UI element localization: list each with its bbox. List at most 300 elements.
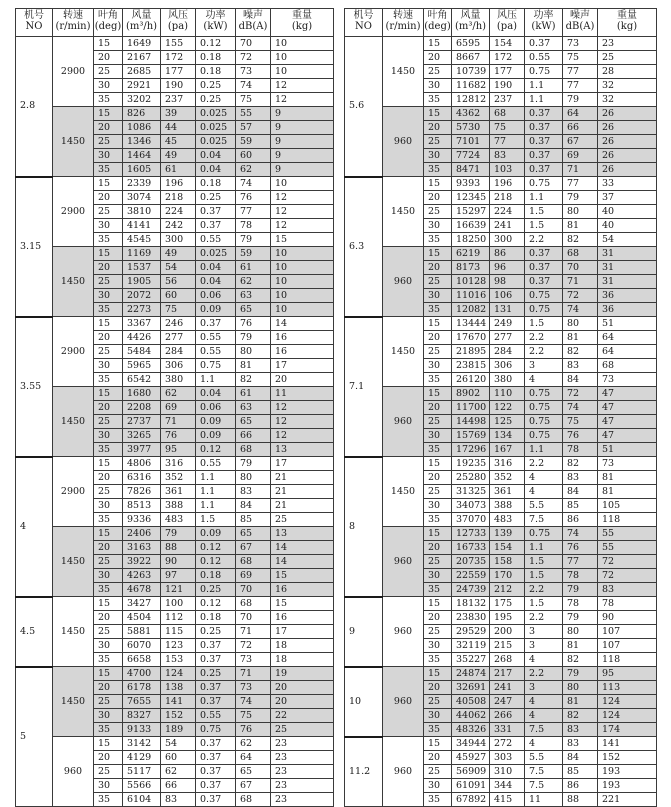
power-cell: 0.025 [196, 121, 236, 135]
pressure-cell: 200 [490, 625, 525, 639]
weight-cell: 32 [598, 79, 657, 93]
header-pressure-line: 风压 [497, 10, 517, 21]
noise-cell: 68 [563, 247, 598, 261]
air-volume-cell: 11016 [452, 289, 490, 303]
power-cell: 0.25 [196, 79, 236, 93]
weight-cell: 9 [271, 149, 334, 163]
blade-angle-cell: 30 [94, 709, 123, 723]
air-volume-cell: 17670 [452, 331, 490, 345]
weight-cell: 47 [598, 387, 657, 401]
air-volume-cell: 18250 [452, 233, 490, 247]
noise-cell: 84 [563, 485, 598, 499]
power-cell: 0.55 [196, 457, 236, 471]
power-cell: 0.37 [196, 653, 236, 667]
noise-cell: 72 [563, 387, 598, 401]
noise-cell: 62 [236, 275, 271, 289]
pressure-cell: 237 [161, 93, 196, 107]
blade-angle-cell: 25 [424, 625, 452, 639]
blade-angle-cell: 20 [424, 681, 452, 695]
power-cell: 0.37 [525, 107, 563, 121]
noise-cell: 83 [563, 723, 598, 737]
weight-cell: 26 [598, 149, 657, 163]
blade-angle-cell: 25 [424, 345, 452, 359]
power-cell: 0.37 [196, 737, 236, 751]
weight-cell: 25 [271, 513, 334, 527]
header-air-volume-line: 风量 [460, 10, 481, 21]
noise-cell: 66 [236, 429, 271, 443]
noise-cell: 78 [563, 597, 598, 611]
pressure-cell: 241 [490, 681, 525, 695]
table-row [345, 247, 657, 261]
air-volume-cell: 2921 [123, 79, 161, 93]
weight-cell: 9 [271, 107, 334, 121]
weight-cell: 16 [271, 331, 334, 345]
speed-cell: 2900 [53, 317, 94, 387]
air-volume-cell: 23815 [452, 359, 490, 373]
blade-angle-cell: 25 [94, 275, 123, 289]
air-volume-cell: 2737 [123, 415, 161, 429]
weight-cell: 73 [598, 457, 657, 471]
pressure-cell: 71 [161, 415, 196, 429]
power-cell: 0.55 [525, 51, 563, 65]
weight-cell: 33 [598, 177, 657, 191]
blade-angle-cell: 35 [94, 653, 123, 667]
air-volume-cell: 1605 [123, 163, 161, 177]
weight-cell: 25 [271, 723, 334, 737]
noise-cell: 61 [236, 387, 271, 401]
noise-cell: 79 [563, 611, 598, 625]
air-volume-cell: 22559 [452, 569, 490, 583]
noise-cell: 74 [563, 303, 598, 317]
pressure-cell: 196 [161, 177, 196, 191]
air-volume-cell: 4362 [452, 107, 490, 121]
power-cell: 3 [525, 359, 563, 373]
weight-cell: 10 [271, 303, 334, 317]
noise-cell: 83 [563, 359, 598, 373]
noise-cell: 55 [236, 107, 271, 121]
pressure-cell: 122 [490, 401, 525, 415]
header-blade-angle [94, 9, 123, 37]
noise-cell: 80 [236, 471, 271, 485]
header-air-volume-line: 风量 [131, 10, 152, 21]
blade-angle-cell: 25 [94, 695, 123, 709]
pressure-cell: 112 [161, 611, 196, 625]
model-number-cell: 2.8 [16, 37, 53, 177]
power-cell: 1.1 [196, 373, 236, 387]
air-volume-cell: 10739 [452, 65, 490, 79]
power-cell: 1.5 [525, 205, 563, 219]
table-row [16, 177, 334, 191]
power-cell: 0.75 [525, 289, 563, 303]
pressure-cell: 483 [161, 513, 196, 527]
speed-cell: 960 [53, 737, 94, 807]
blade-angle-cell: 25 [94, 555, 123, 569]
pressure-cell: 172 [161, 51, 196, 65]
blade-angle-cell: 20 [94, 401, 123, 415]
blade-angle-cell: 20 [94, 121, 123, 135]
air-volume-cell: 32691 [452, 681, 490, 695]
air-volume-cell: 2208 [123, 401, 161, 415]
air-volume-cell: 6542 [123, 373, 161, 387]
blade-angle-cell: 35 [94, 303, 123, 317]
pressure-cell: 284 [161, 345, 196, 359]
power-cell: 4 [525, 653, 563, 667]
noise-cell: 73 [236, 681, 271, 695]
air-volume-cell: 2273 [123, 303, 161, 317]
blade-angle-cell: 35 [424, 723, 452, 737]
blade-angle-cell: 20 [94, 261, 123, 275]
power-cell: 0.37 [196, 205, 236, 219]
noise-cell: 79 [563, 667, 598, 681]
header-pressure [490, 9, 525, 37]
header-blade-angle-line: 叶角 [427, 10, 448, 21]
blade-angle-cell: 25 [424, 65, 452, 79]
table-row [16, 247, 334, 261]
weight-cell: 21 [271, 499, 334, 513]
pressure-cell: 300 [161, 233, 196, 247]
header-noise [236, 9, 271, 37]
power-cell: 0.75 [525, 415, 563, 429]
pressure-cell: 266 [490, 709, 525, 723]
blade-angle-cell: 25 [424, 415, 452, 429]
speed-cell: 1450 [383, 37, 424, 107]
weight-cell: 15 [271, 233, 334, 247]
header-model-line: NO [25, 21, 43, 32]
pressure-cell: 77 [490, 135, 525, 149]
speed-cell: 2900 [53, 37, 94, 107]
header-blade-angle-line: (deg) [424, 21, 451, 32]
header-power-line: (kW) [531, 21, 556, 32]
blade-angle-cell: 30 [424, 709, 452, 723]
weight-cell: 64 [598, 345, 657, 359]
noise-cell: 73 [236, 653, 271, 667]
noise-cell: 85 [563, 499, 598, 513]
air-volume-cell: 34944 [452, 737, 490, 751]
header-weight-line: (kg) [291, 21, 313, 32]
weight-cell: 12 [271, 79, 334, 93]
power-cell: 3 [525, 639, 563, 653]
model-number-cell: 3.55 [16, 317, 53, 457]
weight-cell: 51 [598, 443, 657, 457]
table-row [345, 737, 657, 751]
power-cell: 0.025 [196, 107, 236, 121]
pressure-cell: 125 [490, 415, 525, 429]
weight-cell: 36 [598, 289, 657, 303]
pressure-cell: 154 [490, 37, 525, 51]
power-cell: 3 [525, 625, 563, 639]
blade-angle-cell: 25 [94, 65, 123, 79]
pressure-cell: 241 [490, 219, 525, 233]
power-cell: 0.04 [196, 261, 236, 275]
weight-cell: 118 [598, 513, 657, 527]
noise-cell: 77 [563, 79, 598, 93]
header-speed-line: 转速 [393, 10, 413, 21]
noise-cell: 63 [236, 401, 271, 415]
table-row [16, 527, 334, 541]
power-cell: 0.025 [196, 135, 236, 149]
noise-cell: 75 [563, 51, 598, 65]
blade-angle-cell: 25 [424, 485, 452, 499]
fan-spec-table-right [344, 8, 657, 807]
pressure-cell: 115 [161, 625, 196, 639]
blade-angle-cell: 20 [424, 611, 452, 625]
power-cell: 0.06 [196, 289, 236, 303]
weight-cell: 17 [271, 359, 334, 373]
power-cell: 2.2 [525, 611, 563, 625]
blade-angle-cell: 30 [94, 359, 123, 373]
air-volume-cell: 5484 [123, 345, 161, 359]
air-volume-cell: 24874 [452, 667, 490, 681]
power-cell: 0.75 [525, 177, 563, 191]
blade-angle-cell: 25 [94, 205, 123, 219]
weight-cell: 26 [598, 163, 657, 177]
weight-cell: 14 [271, 555, 334, 569]
blade-angle-cell: 20 [94, 331, 123, 345]
power-cell: 0.75 [525, 527, 563, 541]
pressure-cell: 196 [490, 177, 525, 191]
power-cell: 0.12 [196, 541, 236, 555]
noise-cell: 71 [236, 625, 271, 639]
pressure-cell: 272 [490, 737, 525, 751]
power-cell: 0.25 [196, 583, 236, 597]
power-cell: 0.37 [196, 751, 236, 765]
power-cell: 0.37 [525, 261, 563, 275]
air-volume-cell: 8667 [452, 51, 490, 65]
air-volume-cell: 1086 [123, 121, 161, 135]
noise-cell: 62 [236, 163, 271, 177]
table-row [345, 527, 657, 541]
blade-angle-cell: 20 [424, 51, 452, 65]
noise-cell: 79 [236, 233, 271, 247]
pressure-cell: 352 [161, 471, 196, 485]
air-volume-cell: 19235 [452, 457, 490, 471]
model-number-cell: 10 [345, 667, 383, 737]
noise-cell: 79 [563, 93, 598, 107]
table-row [345, 387, 657, 401]
weight-cell: 31 [598, 247, 657, 261]
weight-cell: 10 [271, 65, 334, 79]
blade-angle-cell: 15 [424, 247, 452, 261]
blade-angle-cell: 15 [424, 667, 452, 681]
pressure-cell: 415 [490, 793, 525, 807]
pressure-cell: 124 [161, 667, 196, 681]
weight-cell: 221 [598, 793, 657, 807]
model-number-cell: 7.1 [345, 317, 383, 457]
blade-angle-cell: 30 [94, 569, 123, 583]
header-speed [383, 9, 424, 37]
weight-cell: 72 [598, 569, 657, 583]
power-cell: 1.5 [525, 597, 563, 611]
air-volume-cell: 1537 [123, 261, 161, 275]
noise-cell: 82 [563, 345, 598, 359]
noise-cell: 76 [563, 541, 598, 555]
weight-cell: 12 [271, 429, 334, 443]
weight-cell: 72 [598, 555, 657, 569]
noise-cell: 63 [236, 289, 271, 303]
table-row [345, 37, 657, 51]
air-volume-cell: 4141 [123, 219, 161, 233]
noise-cell: 70 [236, 611, 271, 625]
weight-cell: 15 [271, 597, 334, 611]
power-cell: 0.12 [196, 443, 236, 457]
weight-cell: 118 [598, 653, 657, 667]
pressure-cell: 83 [161, 793, 196, 807]
blade-angle-cell: 15 [424, 527, 452, 541]
pressure-cell: 380 [490, 373, 525, 387]
noise-cell: 71 [563, 275, 598, 289]
noise-cell: 61 [236, 261, 271, 275]
power-cell: 0.25 [196, 625, 236, 639]
noise-cell: 85 [563, 765, 598, 779]
table-row [16, 37, 334, 51]
air-volume-cell: 44062 [452, 709, 490, 723]
weight-cell: 19 [271, 667, 334, 681]
weight-cell: 141 [598, 737, 657, 751]
speed-cell: 960 [383, 667, 424, 737]
header-air-volume [123, 9, 161, 37]
header-model-line: NO [355, 21, 372, 32]
power-cell: 0.18 [196, 177, 236, 191]
air-volume-cell: 34073 [452, 499, 490, 513]
blade-angle-cell: 25 [94, 485, 123, 499]
air-volume-cell: 15769 [452, 429, 490, 443]
noise-cell: 72 [563, 289, 598, 303]
pressure-cell: 152 [161, 709, 196, 723]
weight-cell: 12 [271, 415, 334, 429]
speed-cell: 1450 [53, 107, 94, 177]
air-volume-cell: 11700 [452, 401, 490, 415]
weight-cell: 31 [598, 261, 657, 275]
header-pressure-line: 风压 [168, 10, 188, 21]
noise-cell: 65 [236, 765, 271, 779]
weight-cell: 10 [271, 177, 334, 191]
blade-angle-cell: 30 [424, 359, 452, 373]
weight-cell: 23 [271, 751, 334, 765]
speed-cell: 1450 [53, 667, 94, 737]
air-volume-cell: 6595 [452, 37, 490, 51]
weight-cell: 16 [271, 583, 334, 597]
air-volume-cell: 1680 [123, 387, 161, 401]
weight-cell: 9 [271, 121, 334, 135]
header-model [345, 9, 383, 37]
power-cell: 1.5 [525, 569, 563, 583]
noise-cell: 81 [236, 359, 271, 373]
blade-angle-cell: 20 [94, 191, 123, 205]
air-volume-cell: 3922 [123, 555, 161, 569]
power-cell: 0.75 [196, 723, 236, 737]
pressure-cell: 54 [161, 737, 196, 751]
speed-cell: 1450 [53, 597, 94, 667]
power-cell: 7.5 [525, 779, 563, 793]
blade-angle-cell: 30 [94, 289, 123, 303]
blade-angle-cell: 15 [424, 317, 452, 331]
power-cell: 0.04 [196, 163, 236, 177]
blade-angle-cell: 35 [424, 793, 452, 807]
air-volume-cell: 26120 [452, 373, 490, 387]
noise-cell: 76 [563, 429, 598, 443]
weight-cell: 10 [271, 261, 334, 275]
header-speed-line: 转速 [63, 10, 83, 21]
pressure-cell: 177 [161, 65, 196, 79]
weight-cell: 47 [598, 401, 657, 415]
weight-cell: 9 [271, 135, 334, 149]
noise-cell: 77 [563, 177, 598, 191]
pressure-cell: 75 [161, 303, 196, 317]
power-cell: 0.18 [196, 569, 236, 583]
header-noise-line: dB(A) [238, 21, 268, 32]
pressure-cell: 103 [490, 163, 525, 177]
weight-cell: 124 [598, 709, 657, 723]
power-cell: 2.2 [525, 331, 563, 345]
power-cell: 4 [525, 373, 563, 387]
blade-angle-cell: 15 [94, 667, 123, 681]
pressure-cell: 60 [161, 289, 196, 303]
blade-angle-cell: 30 [424, 79, 452, 93]
power-cell: 0.37 [525, 163, 563, 177]
header-blade-angle [424, 9, 452, 37]
weight-cell: 10 [271, 247, 334, 261]
blade-angle-cell: 15 [94, 527, 123, 541]
pressure-cell: 361 [161, 485, 196, 499]
fan-spec-table-left [15, 8, 334, 807]
noise-cell: 81 [563, 695, 598, 709]
air-volume-cell: 3202 [123, 93, 161, 107]
pressure-cell: 224 [490, 205, 525, 219]
weight-cell: 107 [598, 625, 657, 639]
noise-cell: 76 [236, 317, 271, 331]
blade-angle-cell: 35 [94, 163, 123, 177]
noise-cell: 81 [563, 219, 598, 233]
blade-angle-cell: 30 [424, 149, 452, 163]
pressure-cell: 177 [490, 65, 525, 79]
air-volume-cell: 21895 [452, 345, 490, 359]
blade-angle-cell: 35 [424, 513, 452, 527]
pressure-cell: 158 [490, 555, 525, 569]
header-pressure-line: (pa) [496, 21, 518, 32]
model-number-cell: 3.15 [16, 177, 53, 317]
weight-cell: 10 [271, 51, 334, 65]
speed-cell: 1450 [383, 317, 424, 387]
noise-cell: 60 [236, 149, 271, 163]
blade-angle-cell: 15 [424, 387, 452, 401]
noise-cell: 57 [236, 121, 271, 135]
pressure-cell: 39 [161, 107, 196, 121]
weight-cell: 12 [271, 401, 334, 415]
noise-cell: 80 [563, 625, 598, 639]
power-cell: 0.75 [525, 429, 563, 443]
pressure-cell: 62 [161, 387, 196, 401]
noise-cell: 68 [236, 555, 271, 569]
air-volume-cell: 5117 [123, 765, 161, 779]
blade-angle-cell: 35 [424, 443, 452, 457]
power-cell: 0.37 [525, 37, 563, 51]
power-cell: 0.37 [196, 681, 236, 695]
header-weight-line: (kg) [616, 21, 638, 32]
power-cell: 0.37 [196, 793, 236, 807]
pressure-cell: 83 [490, 149, 525, 163]
noise-cell: 82 [236, 373, 271, 387]
air-volume-cell: 4504 [123, 611, 161, 625]
power-cell: 0.55 [196, 331, 236, 345]
model-number-cell: 5 [16, 667, 53, 807]
header-power-line: 功率 [205, 10, 226, 21]
noise-cell: 72 [236, 639, 271, 653]
power-cell: 2.2 [525, 457, 563, 471]
noise-cell: 86 [563, 513, 598, 527]
model-number-cell: 6.3 [345, 177, 383, 317]
weight-cell: 105 [598, 499, 657, 513]
blade-angle-cell: 30 [94, 639, 123, 653]
